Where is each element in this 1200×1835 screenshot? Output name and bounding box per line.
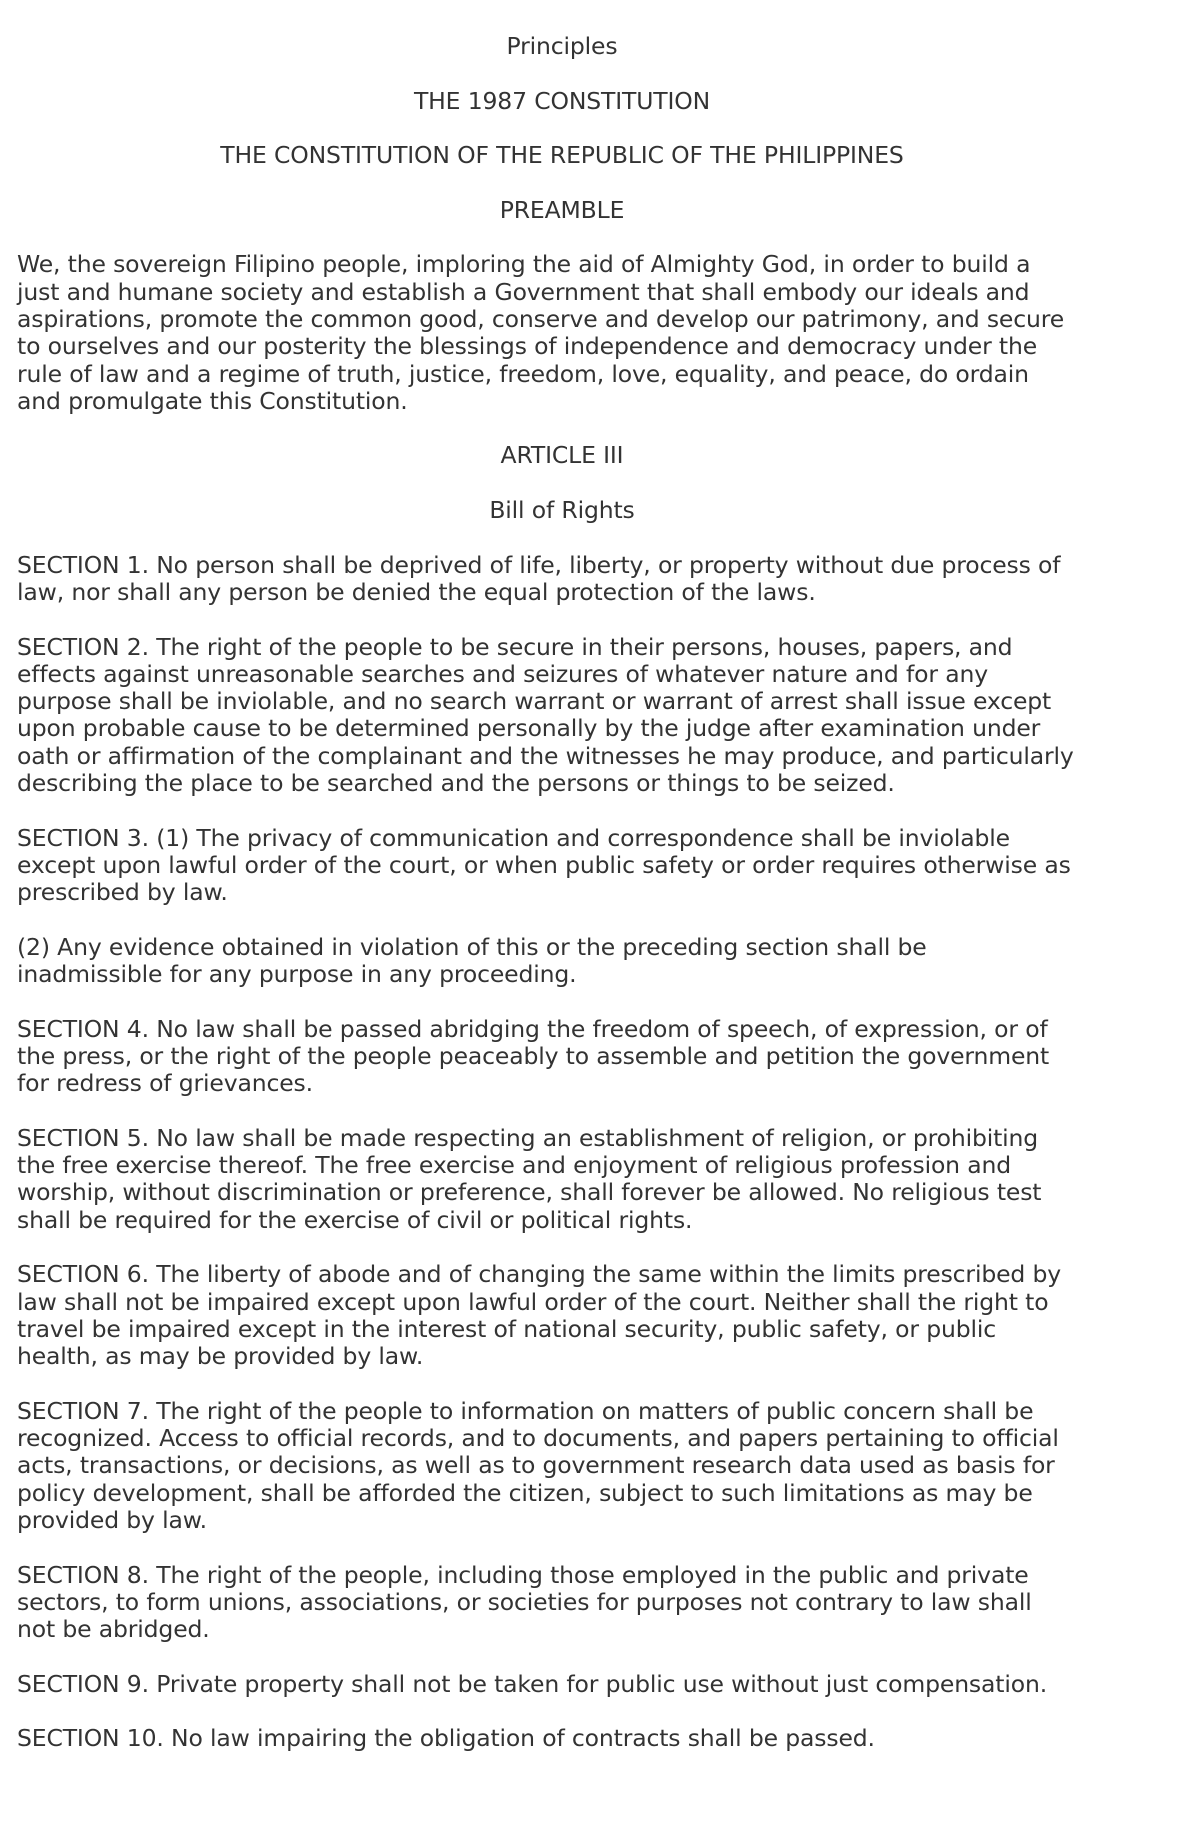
spacer (17, 224, 1107, 251)
spacer (17, 1698, 1107, 1725)
preamble-heading: PREAMBLE (499, 195, 625, 224)
article-subheading: Bill of Rights (489, 496, 635, 525)
spacer (17, 606, 1107, 633)
section-7: SECTION 7. The right of the people to information on matters of public concern shall be recognized. Access to official records, and to documents, and papers pertaining to official acts, transactions, or decisions, as well as to government research data used as basis for policy development, shall be afforded the citizen, subject to such limitations as may be provided by law. (17, 1396, 1059, 1535)
spacer (17, 907, 1107, 934)
spacer (17, 169, 1107, 196)
spacer (17, 1644, 1107, 1671)
section-6: SECTION 6. The liberty of abode and of changing the same within the limits prescribed by law shall not be impaired except upon lawful order of the court. Neither shall the right to travel be impaired except in the interest of national security, public safety, or public health, as may be provided by law. (17, 1260, 1062, 1371)
section-2: SECTION 2. The right of the people to be secure in their persons, houses, papers, and effects against unreasonable searches and seizures of whatever nature and for any purpose shall be inviolable, and no search warrant or warrant of arrest shall issue except upon probable cause to be determined personally by the judge after examination under oath or affirmation of the complainant and the witnesses he may produce, and particularly describing the place to be searched and the persons or things to be seized. (17, 632, 1074, 798)
section-10: SECTION 10. No law impairing the obligation of contracts shall be passed. (17, 1724, 875, 1753)
spacer (17, 1234, 1107, 1261)
section-1: SECTION 1. No person shall be deprived of life, liberty, or property without due process of law, nor shall any person be denied the equal protection of the laws. (17, 550, 1061, 606)
spacer (17, 1534, 1107, 1561)
spacer (17, 988, 1107, 1015)
article-heading: ARTICLE III (500, 441, 624, 470)
spacer (17, 415, 1107, 442)
spacer (17, 1098, 1107, 1125)
section-8: SECTION 8. The right of the people, including those employed in the public and private sectors, to form unions, associations, or societies for purposes not contrary to law shall not be abridged. (17, 1560, 1032, 1644)
section-3-paragraph-1: SECTION 3. (1) The privacy of communication and correspondence shall be inviolable except upon lawful order of the court, or when public safety or order requires otherwise as prescribed by law. (17, 823, 1071, 907)
spacer (17, 524, 1107, 551)
spacer (17, 60, 1107, 87)
section-9: SECTION 9. Private property shall not be taken for public use without just compensation. (17, 1669, 1048, 1698)
spacer (17, 115, 1107, 142)
section-5: SECTION 5. No law shall be made respecting an establishment of religion, or prohibiting the free exercise thereof. The free exercise and enjoyment of religious profession and worship, without discrimination or preference, shall forever be allowed. No religious test shall be required for the exercise of civil or political rights. (17, 1123, 1042, 1234)
section-4: SECTION 4. No law shall be passed abridging the freedom of speech, of expression, or of the press, or the right of the people peaceably to assemble and petition the government for redress of grievances. (17, 1014, 1050, 1098)
spacer (17, 470, 1107, 497)
spacer (17, 1371, 1107, 1398)
section-3-paragraph-2: (2) Any evidence obtained in violation of this or the preceding section shall be inadmissible for any purpose in any proceeding. (17, 932, 927, 989)
constitution-title: THE 1987 CONSTITUTION (413, 86, 711, 115)
category-title: Principles (506, 32, 618, 60)
constitution-full-title: THE CONSTITUTION OF THE REPUBLIC OF THE PHILIPPINES (220, 141, 904, 170)
spacer (17, 797, 1107, 824)
document-body (17, 33, 1107, 1753)
preamble-text: We, the sovereign Filipino people, imploring the aid of Almighty God, in order to build a just and humane society and establish a Government that shall embody our ideals and aspirations, promote the common good, conserve and develop our patrimony, and secure to ourselves and our posterity the blessings of independence and democracy under the rule of law and a regime of truth, justice, freedom, love, equality, and peace, do ordain and promulgate this Constitution. (17, 250, 1065, 415)
